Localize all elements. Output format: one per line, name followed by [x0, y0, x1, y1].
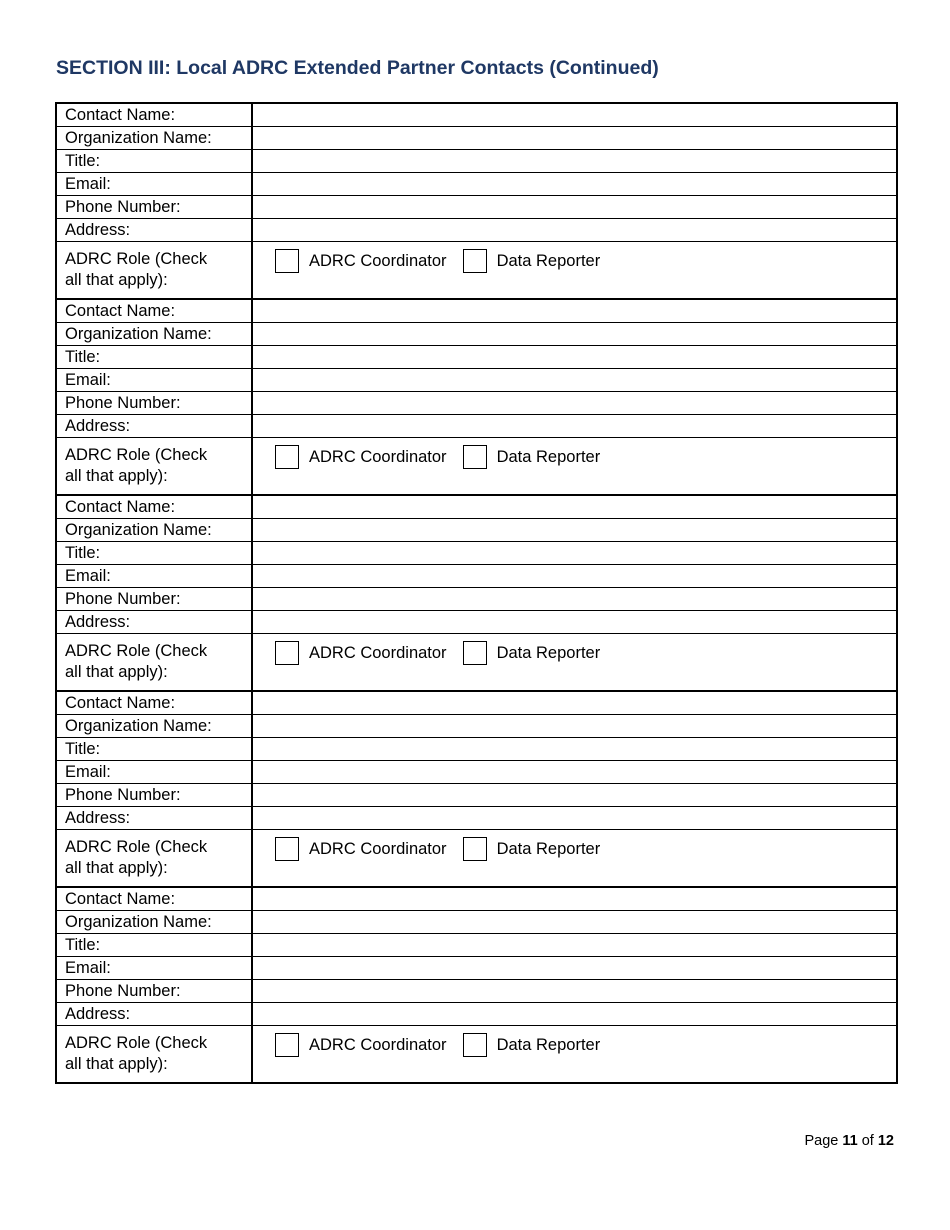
organization-name-field[interactable] — [252, 715, 897, 738]
contact-name-label: Contact Name: — [56, 103, 252, 127]
role-label-line2: all that apply): — [65, 663, 168, 681]
field-row-contact-name — [56, 299, 897, 323]
reporter-label: Data Reporter — [496, 643, 601, 662]
field-row-contact-name — [56, 691, 897, 715]
role-options-cell — [252, 242, 897, 300]
field-row-contact-name — [56, 103, 897, 127]
field-row-phone-number — [56, 588, 897, 611]
title-field[interactable] — [252, 150, 897, 173]
field-row-address — [56, 807, 897, 830]
email-label: Email: — [56, 957, 252, 980]
role-options — [253, 1026, 896, 1057]
title-label: Title: — [56, 346, 252, 369]
partner-contacts-table — [55, 102, 898, 1084]
field-row-contact-name — [56, 887, 897, 911]
field-row-email — [56, 957, 897, 980]
role-label-line1: ADRC Role (Check — [65, 838, 208, 856]
address-field[interactable] — [252, 1003, 897, 1026]
field-row-email — [56, 761, 897, 784]
field-row-phone-number — [56, 784, 897, 807]
field-row-title — [56, 150, 897, 173]
role-row — [56, 242, 897, 300]
role-options — [253, 634, 896, 665]
field-row-organization-name — [56, 127, 897, 150]
role-row — [56, 1026, 897, 1084]
role-options — [253, 830, 896, 861]
field-row-address — [56, 1003, 897, 1026]
title-field[interactable] — [252, 346, 897, 369]
field-row-contact-name — [56, 495, 897, 519]
reporter-checkbox[interactable] — [463, 1033, 487, 1057]
field-row-address — [56, 415, 897, 438]
field-row-title — [56, 934, 897, 957]
role-options-cell — [252, 830, 897, 888]
role-row — [56, 438, 897, 496]
contact-name-field[interactable] — [252, 299, 897, 323]
phone-number-label: Phone Number: — [56, 784, 252, 807]
title-label: Title: — [56, 542, 252, 565]
reporter-label: Data Reporter — [496, 1035, 601, 1054]
phone-number-field[interactable] — [252, 784, 897, 807]
email-label: Email: — [56, 369, 252, 392]
title-field[interactable] — [252, 542, 897, 565]
reporter-checkbox[interactable] — [463, 445, 487, 469]
reporter-label: Data Reporter — [496, 447, 601, 466]
coordinator-label: ADRC Coordinator — [309, 643, 447, 662]
email-field[interactable] — [252, 369, 897, 392]
title-label: Title: — [56, 738, 252, 761]
coordinator-checkbox[interactable] — [275, 1033, 299, 1057]
role-label-line2: all that apply): — [65, 1055, 168, 1073]
role-label-line2: all that apply): — [65, 271, 168, 289]
role-options — [253, 438, 896, 469]
reporter-checkbox[interactable] — [463, 249, 487, 273]
organization-name-field[interactable] — [252, 323, 897, 346]
role-label — [56, 1026, 252, 1084]
page-current: 11 — [842, 1133, 858, 1149]
page-prefix: Page — [804, 1133, 839, 1149]
address-field[interactable] — [252, 611, 897, 634]
role-row — [56, 830, 897, 888]
field-row-phone-number — [56, 980, 897, 1003]
address-field[interactable] — [252, 415, 897, 438]
contact-name-field[interactable] — [252, 103, 897, 127]
organization-name-label: Organization Name: — [56, 519, 252, 542]
contact-name-label: Contact Name: — [56, 887, 252, 911]
field-row-phone-number — [56, 392, 897, 415]
field-row-organization-name — [56, 519, 897, 542]
coordinator-checkbox[interactable] — [275, 641, 299, 665]
role-label — [56, 242, 252, 300]
email-field[interactable] — [252, 565, 897, 588]
title-field[interactable] — [252, 738, 897, 761]
title-label: Title: — [56, 934, 252, 957]
email-field[interactable] — [252, 173, 897, 196]
address-label: Address: — [56, 415, 252, 438]
role-options-cell — [252, 634, 897, 692]
role-label-line1: ADRC Role (Check — [65, 446, 208, 464]
coordinator-checkbox[interactable] — [275, 837, 299, 861]
phone-number-field[interactable] — [252, 196, 897, 219]
address-label: Address: — [56, 219, 252, 242]
role-label — [56, 634, 252, 692]
field-row-organization-name — [56, 323, 897, 346]
section-title: SECTION III: Local ADRC Extended Partner Contacts (Continued) — [56, 57, 659, 79]
field-row-organization-name — [56, 911, 897, 934]
role-options — [253, 242, 896, 273]
phone-number-label: Phone Number: — [56, 196, 252, 219]
role-options-cell — [252, 1026, 897, 1084]
organization-name-field[interactable] — [252, 519, 897, 542]
contact-name-field[interactable] — [252, 691, 897, 715]
coordinator-label: ADRC Coordinator — [309, 447, 447, 466]
organization-name-field[interactable] — [252, 127, 897, 150]
role-label-line1: ADRC Role (Check — [65, 1034, 208, 1052]
phone-number-label: Phone Number: — [56, 980, 252, 1003]
email-label: Email: — [56, 173, 252, 196]
email-field[interactable] — [252, 761, 897, 784]
organization-name-field[interactable] — [252, 911, 897, 934]
phone-number-label: Phone Number: — [56, 588, 252, 611]
phone-number-field[interactable] — [252, 980, 897, 1003]
coordinator-checkbox[interactable] — [275, 445, 299, 469]
role-label — [56, 438, 252, 496]
role-options-cell — [252, 438, 897, 496]
reporter-checkbox[interactable] — [463, 641, 487, 665]
contact-name-label: Contact Name: — [56, 299, 252, 323]
coordinator-label: ADRC Coordinator — [309, 251, 447, 270]
field-row-title — [56, 542, 897, 565]
contact-name-label: Contact Name: — [56, 495, 252, 519]
page-total: 12 — [877, 1133, 894, 1149]
address-label: Address: — [56, 611, 252, 634]
title-label: Title: — [56, 150, 252, 173]
field-row-email — [56, 173, 897, 196]
phone-number-label: Phone Number: — [56, 392, 252, 415]
role-label-line1: ADRC Role (Check — [65, 642, 208, 660]
contact-name-field[interactable] — [252, 495, 897, 519]
email-label: Email: — [56, 761, 252, 784]
page-number — [804, 1133, 894, 1149]
title-field[interactable] — [252, 934, 897, 957]
organization-name-label: Organization Name: — [56, 127, 252, 150]
organization-name-label: Organization Name: — [56, 911, 252, 934]
field-row-email — [56, 565, 897, 588]
reporter-checkbox[interactable] — [463, 837, 487, 861]
page-of: of — [861, 1133, 874, 1149]
reporter-label: Data Reporter — [496, 251, 601, 270]
address-label: Address: — [56, 1003, 252, 1026]
address-field[interactable] — [252, 807, 897, 830]
phone-number-field[interactable] — [252, 392, 897, 415]
contact-name-field[interactable] — [252, 887, 897, 911]
role-label-line1: ADRC Role (Check — [65, 250, 208, 268]
address-label: Address: — [56, 807, 252, 830]
organization-name-label: Organization Name: — [56, 715, 252, 738]
contacts-body — [56, 103, 897, 1083]
field-row-address — [56, 611, 897, 634]
role-label-line2: all that apply): — [65, 467, 168, 485]
role-label — [56, 830, 252, 888]
role-row — [56, 634, 897, 692]
field-row-address — [56, 219, 897, 242]
field-row-title — [56, 738, 897, 761]
phone-number-field[interactable] — [252, 588, 897, 611]
email-field[interactable] — [252, 957, 897, 980]
organization-name-label: Organization Name: — [56, 323, 252, 346]
contact-name-label: Contact Name: — [56, 691, 252, 715]
field-row-phone-number — [56, 196, 897, 219]
coordinator-label: ADRC Coordinator — [309, 839, 447, 858]
reporter-label: Data Reporter — [496, 839, 601, 858]
role-label-line2: all that apply): — [65, 859, 168, 877]
field-row-organization-name — [56, 715, 897, 738]
coordinator-checkbox[interactable] — [275, 249, 299, 273]
address-field[interactable] — [252, 219, 897, 242]
coordinator-label: ADRC Coordinator — [309, 1035, 447, 1054]
field-row-title — [56, 346, 897, 369]
field-row-email — [56, 369, 897, 392]
email-label: Email: — [56, 565, 252, 588]
